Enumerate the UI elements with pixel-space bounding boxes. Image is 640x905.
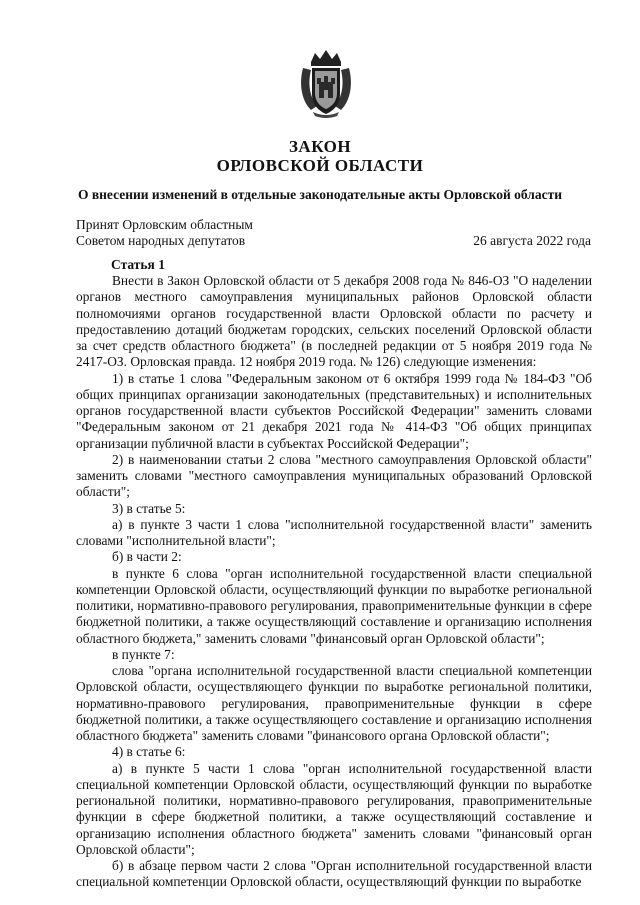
- paragraph: б) в абзаце первом части 2 слова "Орган исполнительной государственной власти специальной компетенции Орловской области, осуществляющий функции по выработке: [76, 858, 592, 890]
- paragraph: б) в части 2:: [112, 549, 182, 565]
- paragraph: в пункте 7:: [112, 646, 175, 662]
- adoption-statement: [76, 217, 253, 249]
- paragraph: 2) в наименовании статьи 2 слова "местного самоуправления Орловской области" заменить словами "местного самоуправления муниципальных образований Орловской области";: [76, 451, 592, 500]
- paragraph: 1) в статье 1 слова "Федеральным законом от 6 октября 1999 года № 184-ФЗ "Об общих принципах организации законодательных (представительных) и исполнительных органов государственной власти субъектов Российской Федерации" заменить словами "Федеральным законом от 21 декабря 2021 года № 414-ФЗ "Об общих принципах организации публичной власти в субъектах Российской Федерации";: [76, 370, 592, 451]
- document-title-line2: ОРЛОВСКОЙ ОБЛАСТИ: [216, 156, 424, 175]
- article-heading: Статья 1: [111, 257, 165, 272]
- article-body: [76, 273, 592, 891]
- adoption-line1: Принят Орловским областным: [76, 217, 253, 232]
- coat-of-arms-icon: [299, 48, 353, 118]
- paragraph: а) в пункте 3 части 1 слова "исполнительной государственной власти" заменить словами "исполнительной власти";: [76, 516, 592, 548]
- paragraph: в пункте 6 слова "орган исполнительной государственной власти специальной компетенции Орловской области, осуществляющий функции по выработке региональной политики, нормативно-правового регулирования, правоприменительные функции в сфере бюджетной политики, а также осуществляющий составление и организацию исполнения областного бюджета," заменить словами "финансовый орган Орловской области";: [76, 565, 592, 646]
- paragraph: 4) в статье 6:: [112, 744, 186, 760]
- paragraph: Внести в Закон Орловской области от 5 декабря 2008 года № 846-ОЗ "О наделении органов местного самоуправления муниципальных районов Орловской области полномочиями органов государственной власти Орловской области по расчету и предоставлению дотаций бюджетам городских, сельских поселений Орловской области за счет средств областного бюджета" (в последней редакции от 5 ноября 2019 года № 2417-ОЗ. Орловская правда. 12 ноября 2019 года. № 126) следующие изменения:: [76, 273, 592, 370]
- document-title-line1: ЗАКОН: [288, 137, 352, 156]
- paragraph: слова "органа исполнительной государственной власти специальной компетенции Орловской области, осуществляющего функции по выработке региональной политики, нормативно-правового регулирования, правоприменительные функции в сфере бюджетной политики, а также осуществляющего составление и организацию исполнения областного бюджета" заменить словами "финансового органа Орловской области";: [76, 663, 592, 743]
- paragraph: а) в пункте 5 части 1 слова "орган исполнительной государственной власти специальной компетенции Орловской области, осуществляющий функции по выработке региональной политики, нормативно-правового регулирования, правоприменительные функции в сфере бюджетной политики, а также осуществляющий составление и организацию исполнения областного бюджета" заменить словами "финансовый орган Орловской области";: [76, 760, 592, 857]
- document-subject: О внесении изменений в отдельные законодательные акты Орловской области: [77, 187, 563, 202]
- adoption-date: 26 августа 2022 года: [473, 233, 591, 248]
- paragraph: 3) в статье 5:: [112, 500, 186, 516]
- adoption-line2: Советом народных депутатов: [76, 233, 246, 248]
